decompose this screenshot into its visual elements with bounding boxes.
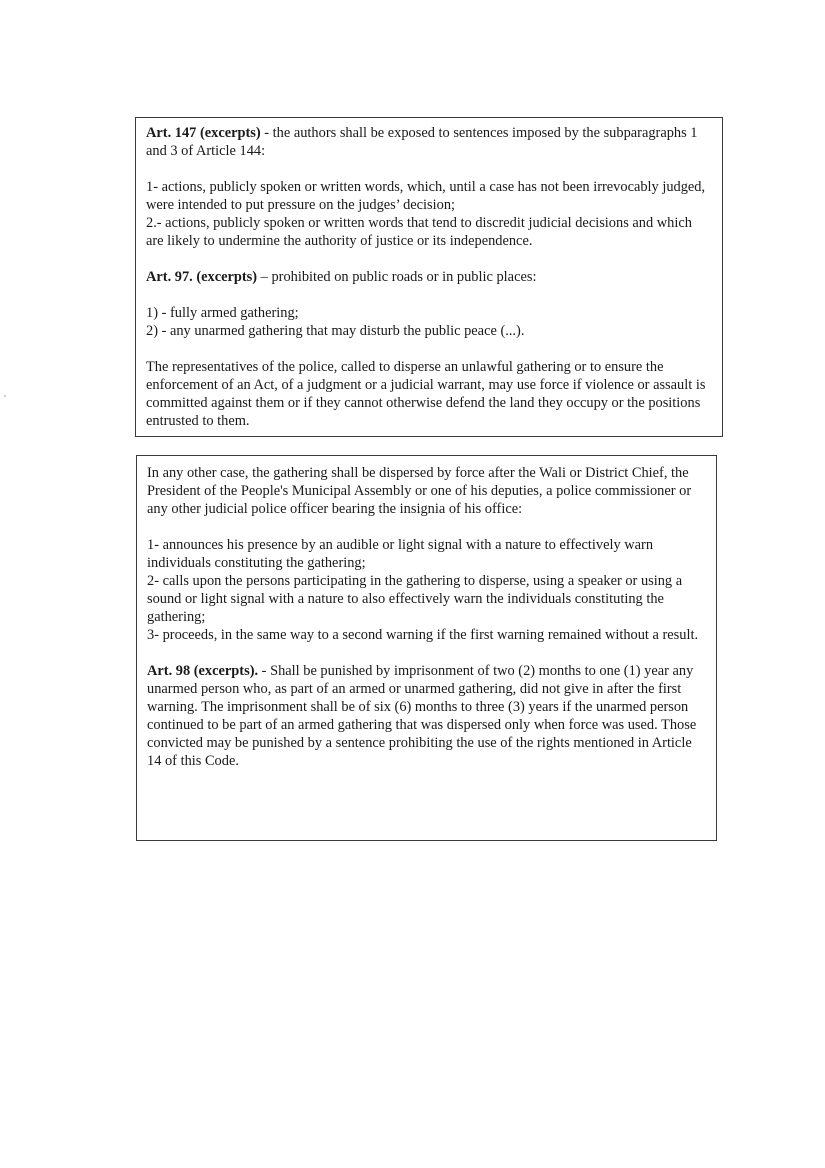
art97-police-paragraph: The representatives of the police, called to disperse an unlawful gathering or to ensure the enforcement of an Act, of a judgment or a judicial warrant, may use force if violence or assault is committed against them or if they cannot otherwise defend the land they occupy or the positions entrusted to them. — [146, 359, 706, 429]
art97-items — [146, 304, 712, 340]
art97-paragraph — [146, 268, 712, 286]
art147-item-1: 1- actions, publicly spoken or written words, which, until a case has not been irrevocably judged, were intended to put pressure on the judges’ decision; — [146, 179, 706, 213]
dispersal-steps — [147, 536, 706, 644]
art147-intro: - the authors shall be exposed to sentences imposed by the subparagraphs 1 and 3 of Article 144: — [146, 125, 698, 159]
art98-text: - Shall be punished by imprisonment of two (2) months to one (1) year any unarmed person who, as part of an armed or unarmed gathering, did not give in after the first warning. The imprisonment shall be of six (6) months to three (3) years if the unarmed person continued to be part of an armed gathering that was dispersed only when force was used. Those convicted may be punished by a sentence prohibiting the use of the rights mentioned in Article 14 of this Code. — [147, 663, 697, 769]
art97-intro: – prohibited on public roads or in public places: — [257, 269, 537, 285]
excerpt-box-dispersal-art98 — [136, 455, 717, 841]
dispersal-step-2: 2- calls upon the persons participating in the gathering to disperse, using a speaker or using a sound or light signal with a nature to also effectively warn the individuals constituting the gathering; — [147, 573, 683, 625]
dispersal-step-3: 3- proceeds, in the same way to a second warning if the first warning remained without a result. — [147, 627, 699, 643]
excerpt-box-art147-art97 — [135, 117, 723, 437]
art147-paragraph — [146, 124, 712, 160]
art98-heading: Art. 98 (excerpts). — [147, 663, 259, 679]
art97-item-2: 2) - any unarmed gathering that may disturb the public peace (...). — [146, 323, 525, 339]
dispersal-step-1: 1- announces his presence by an audible or light signal with a nature to effectively warn individuals constituting the gathering; — [147, 537, 654, 571]
art98-paragraph — [147, 662, 706, 770]
dispersal-intro: In any other case, the gathering shall be dispersed by force after the Wali or District Chief, the President of the People's Municipal Assembly or one of his deputies, a police commissioner or any other judicial police officer bearing the insignia of his office: — [147, 465, 692, 517]
art97-item-1: 1) - fully armed gathering; — [146, 305, 299, 321]
scan-speck — [4, 395, 6, 397]
art147-items — [146, 178, 712, 250]
art97-heading: Art. 97. (excerpts) — [146, 269, 258, 285]
art147-item-2: 2.- actions, publicly spoken or written words that tend to discredit judicial decisions and which are likely to undermine the authority of justice or its independence. — [146, 215, 692, 249]
art147-heading: Art. 147 (excerpts) — [146, 125, 261, 141]
